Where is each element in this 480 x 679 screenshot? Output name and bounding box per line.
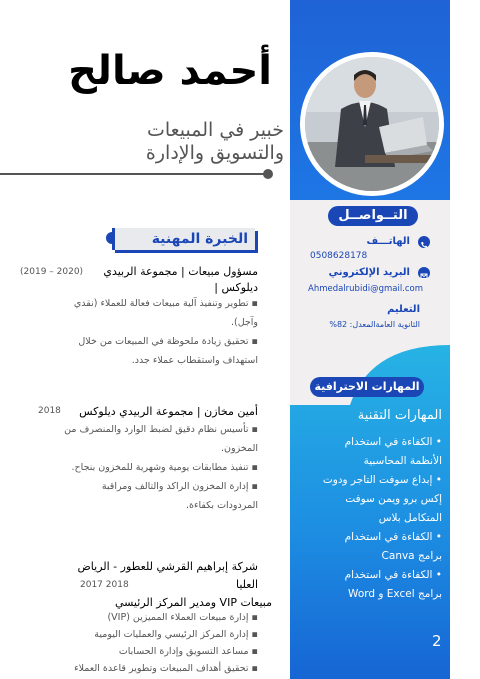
skills-heading: المهارات الاحترافية [310,377,424,397]
job2-line: ▪ تأسيس نظام دقيق لضبط الوارد والمنصرف من [64,424,258,435]
skills-subheading: المهارات التقنية [357,408,442,423]
phone-value: 0508628178 [310,251,368,261]
education-value: الثانوية العامةالمعدل: 82% [329,320,420,329]
skill-line: • الكفاءة في استخدام [344,531,442,543]
skill-line: الأنظمة المحاسبية [363,455,442,467]
email-icon [418,267,430,279]
skill-line: • إبداع سوفت التاجر ودوت [322,474,442,486]
job3-dates: 2017 2018 [80,580,129,590]
job1-title: مسؤول مبيعات | مجموعة الربيدي [103,265,258,278]
profile-photo [305,57,439,191]
job3-role: مبيعات VIP ومدير المركز الرئيسي [114,596,272,609]
education-label: التعليم [387,304,420,315]
job1-line: استهداف واستقطاب عملاء جدد. [131,355,258,366]
skill-line: برامج Canva [381,550,442,562]
job1-dates: (2019 – 2020) [20,267,84,277]
job2-line: ▪ تنفيذ مطابقات يومية وشهرية للمخزون بنجاح. [71,462,258,473]
experience-heading: الخبرة المهنية [151,231,248,247]
job2-line: المردودات بكفاءة. [186,500,258,511]
header-divider [0,173,268,175]
job2-dates: 2018 [38,406,61,416]
phone-label: الهاتـــف [366,236,410,247]
job2-line: المخزون. [221,443,258,454]
job3-line: ▪ مساعد التسويق وإدارة الحسابات [118,646,258,657]
job1-line: ▪ تطوير وتنفيذ آلية مبيعات فعالة للعملاء (نقدي [73,298,258,309]
page-number: 2 [432,632,442,650]
skill-line: إكس برو ويمن سوفت [345,493,442,505]
job2-title: أمين مخازن | مجموعة الربيدي ديلوكس [79,405,258,418]
job3-line: ▪ إدارة المركز الرئيسي والعمليات اليومية [94,629,258,640]
full-name: أحمد صالح [68,48,272,94]
email-value[interactable]: Ahmedalrubidi@gmail.com [308,284,424,294]
job1-title-cont: ديلوكس | [214,281,258,294]
job2-line: ▪ إدارة المخزون الراكد والتالف ومراقبة [101,481,258,492]
skill-line: المتكامل بلاس [378,512,442,524]
header-divider-dot [263,169,273,179]
job3-title-cont: العليا [235,578,258,591]
phone-icon [418,236,430,248]
job-title-line2: والتسويق والإدارة [145,142,284,164]
contact-heading: التــواصــل [328,206,418,226]
skill-line: برامج Excel و Word [348,588,442,600]
job1-line: وآجل). [230,317,258,328]
job3-title: شركة إبراهيم القرشي للعطور - الرياض [77,560,258,573]
email-label: البريد الإلكتروني [328,267,410,278]
skill-line: • الكفاءة في استخدام [344,569,442,581]
job1-line: ▪ تحقيق زيادة ملحوظة في المبيعات من خلال [78,336,258,347]
job3-line: ▪ إدارة مبيعات العملاء المميزين (VIP) [107,612,258,623]
job-title-line1: خبير في المبيعات [146,119,284,141]
job3-line: ▪ تحقيق أهداف المبيعات وتطوير قاعدة العملاء [74,663,258,674]
skill-line: • الكفاءة في استخدام [344,436,442,448]
